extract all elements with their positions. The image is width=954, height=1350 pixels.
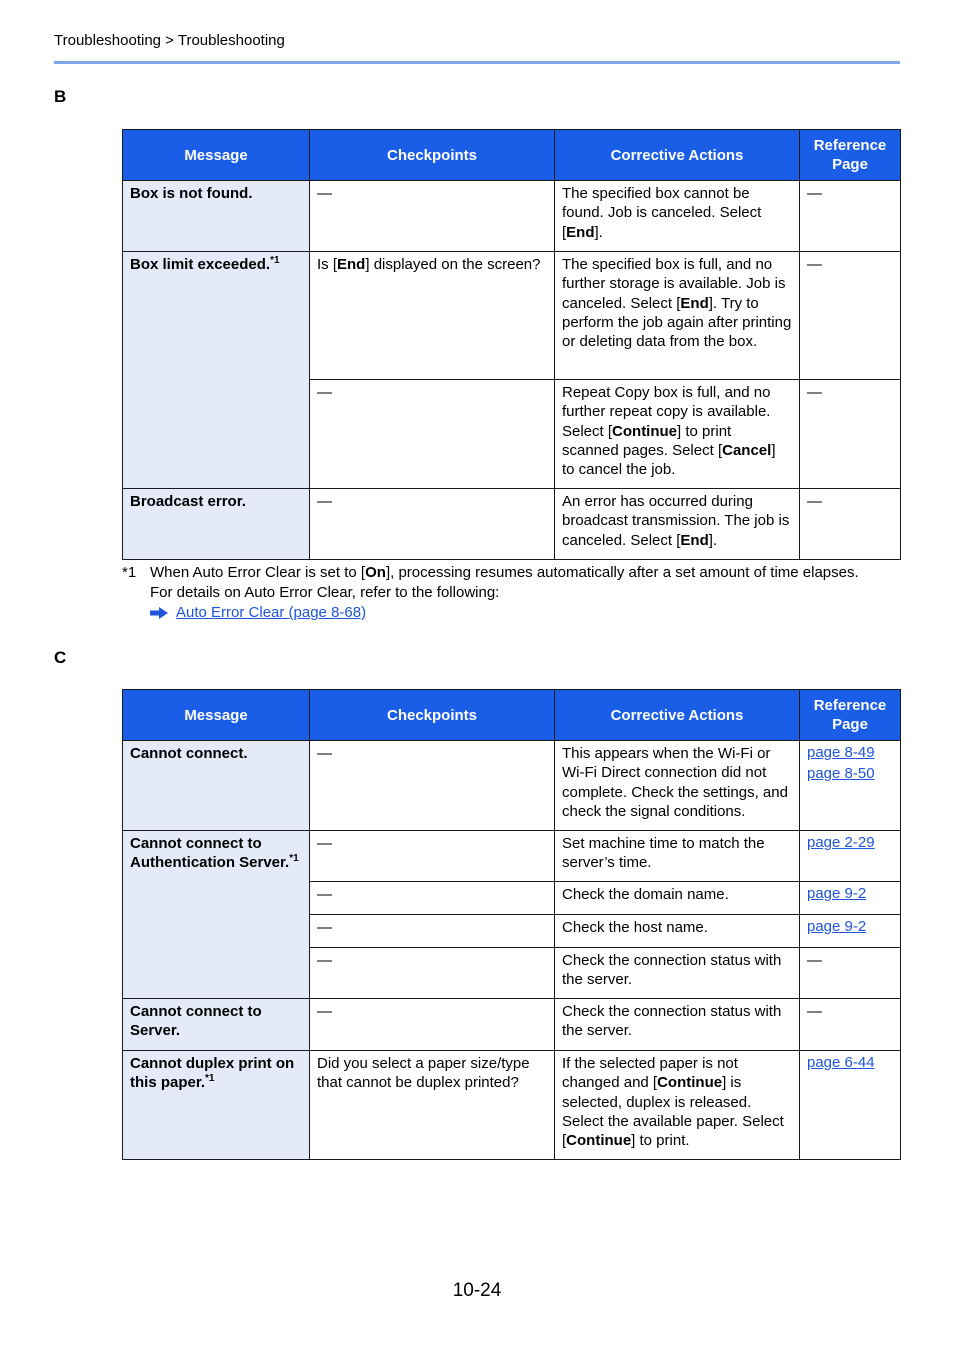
- checkpoint-cell: —: [310, 882, 555, 915]
- footnote-ref: *1: [205, 1073, 215, 1085]
- column-header-message: Message: [123, 130, 310, 181]
- action-cell: Set machine time to match the server’s time.: [555, 831, 800, 882]
- message-text: Cannot connect to Authentication Server.: [130, 835, 290, 872]
- reference-cell: [800, 741, 901, 831]
- footnote-mark: *1: [122, 564, 137, 581]
- breadcrumb: Troubleshooting > Troubleshooting: [54, 32, 285, 49]
- table-row: [123, 741, 901, 831]
- reference-none: —: [807, 384, 822, 401]
- action-cell: Repeat Copy box is full, and no further repeat copy is available. Select [Continue] to print scanned pages. Select [Cancel] to cancel the job.: [555, 380, 800, 489]
- table-section-c: [122, 689, 901, 1160]
- message-text: Cannot duplex print on this paper.: [130, 1055, 295, 1092]
- reference-cell: [800, 948, 901, 999]
- reference-cell: [800, 831, 901, 882]
- reference-none: —: [807, 185, 822, 202]
- action-cell: Check the connection status with the server.: [555, 999, 800, 1051]
- reference-cell: [800, 252, 901, 380]
- message-cell: [123, 999, 310, 1051]
- column-header-message: Message: [123, 690, 310, 741]
- footnote: [122, 563, 860, 623]
- section-b-heading: B: [54, 87, 67, 106]
- message-cell: [123, 181, 310, 252]
- column-header-corrective-actions: Corrective Actions: [555, 690, 800, 741]
- message-text: Broadcast error.: [130, 493, 246, 510]
- reference-cell: [800, 380, 901, 489]
- table-row: [123, 1051, 901, 1160]
- message-text: Box is not found.: [130, 185, 253, 202]
- action-cell: Check the connection status with the server.: [555, 948, 800, 999]
- right-arrow-icon: [150, 607, 168, 619]
- column-header-corrective-actions: Corrective Actions: [555, 130, 800, 181]
- message-text: Cannot connect to Server.: [130, 1003, 262, 1040]
- reference-page-link[interactable]: page 8-50: [807, 765, 875, 782]
- checkpoint-cell: —: [310, 181, 555, 252]
- table-row: [123, 489, 901, 560]
- section-c-heading: C: [54, 648, 67, 667]
- ui-term: End: [337, 256, 366, 273]
- action-cell: The specified box cannot be found. Job is canceled. Select [End].: [555, 181, 800, 252]
- checkpoint-cell: —: [310, 380, 555, 489]
- action-cell: Check the host name.: [555, 915, 800, 948]
- message-cell: [123, 1051, 310, 1160]
- reference-cell: [800, 489, 901, 560]
- ui-term: End: [680, 294, 709, 312]
- header-rule: [54, 61, 900, 64]
- table-section-b: [122, 129, 901, 560]
- column-header-reference-page: Reference Page: [800, 130, 901, 181]
- action-cell: If the selected paper is not changed and [Continue] is selected, duplex is released. Select the available paper. Select [Continue] to print.: [555, 1051, 800, 1160]
- message-cell: [123, 252, 310, 489]
- ui-term: Continue: [566, 1132, 632, 1150]
- column-header-checkpoints: Checkpoints: [310, 130, 555, 181]
- column-header-reference-page: Reference Page: [800, 690, 901, 741]
- auto-error-clear-link[interactable]: Auto Error Clear (page 8-68): [176, 604, 367, 621]
- checkpoint-cell: —: [310, 999, 555, 1051]
- reference-none: —: [807, 493, 822, 510]
- reference-cell: [800, 882, 901, 915]
- checkpoint-cell: Is [End] displayed on the screen?: [310, 252, 555, 380]
- reference-cell: [800, 915, 901, 948]
- footnote-ref: *1: [270, 255, 280, 266]
- ui-term: Cancel: [722, 441, 772, 459]
- reference-page-link[interactable]: page 8-49: [807, 744, 875, 761]
- column-header-checkpoints: Checkpoints: [310, 690, 555, 741]
- footnote-ref: *1: [289, 853, 299, 865]
- message-cell: [123, 489, 310, 560]
- reference-page-link[interactable]: page 9-2: [807, 885, 867, 902]
- reference-page-link[interactable]: page 9-2: [807, 918, 867, 935]
- reference-cell: [800, 181, 901, 252]
- ui-term: On: [365, 564, 386, 581]
- table-row: [123, 181, 901, 252]
- message-text: Box limit exceeded.: [130, 256, 271, 273]
- action-cell: Check the domain name.: [555, 882, 800, 915]
- message-cell: [123, 831, 310, 999]
- checkpoint-cell: —: [310, 948, 555, 999]
- reference-cell: [800, 1051, 901, 1160]
- reference-cell: [800, 999, 901, 1051]
- reference-none: —: [807, 1003, 822, 1020]
- message-text: Cannot connect.: [130, 745, 248, 762]
- checkpoint-cell: Did you select a paper size/type that cannot be duplex printed?: [310, 1051, 555, 1160]
- action-cell: An error has occurred during broadcast transmission. The job is canceled. Select [End].: [555, 489, 800, 560]
- table-row: [123, 252, 901, 380]
- footnote-text: When Auto Error Clear is set to [On], processing resumes automatically after a set amount of time elapses. For details on Auto Error Clear, refer to the following:: [150, 564, 859, 601]
- table-row: [123, 831, 901, 882]
- reference-none: —: [807, 952, 822, 969]
- checkpoint-cell: —: [310, 489, 555, 560]
- ui-term: Continue: [657, 1074, 723, 1092]
- ui-term: Continue: [612, 422, 678, 440]
- action-cell: This appears when the Wi-Fi or Wi-Fi Direct connection did not complete. Check the settings, and check the signal conditions.: [555, 741, 800, 831]
- checkpoint-cell: —: [310, 741, 555, 831]
- reference-page-link[interactable]: page 2-29: [807, 834, 875, 851]
- ui-term: End: [566, 223, 595, 241]
- action-cell: The specified box is full, and no further storage is available. Job is canceled. Select [End]. Try to perform the job again after printing or deleting data from the box.: [555, 252, 800, 380]
- message-cell: [123, 741, 310, 831]
- checkpoint-cell: —: [310, 831, 555, 882]
- table-row: [123, 999, 901, 1051]
- ui-term: End: [680, 531, 709, 549]
- table-header-row: [123, 130, 901, 181]
- table-header-row: [123, 690, 901, 741]
- checkpoint-cell: —: [310, 915, 555, 948]
- reference-page-link[interactable]: page 6-44: [807, 1054, 875, 1071]
- page-number: 10-24: [452, 1280, 502, 1301]
- reference-none: —: [807, 256, 822, 273]
- footnote-link-row: [150, 603, 860, 623]
